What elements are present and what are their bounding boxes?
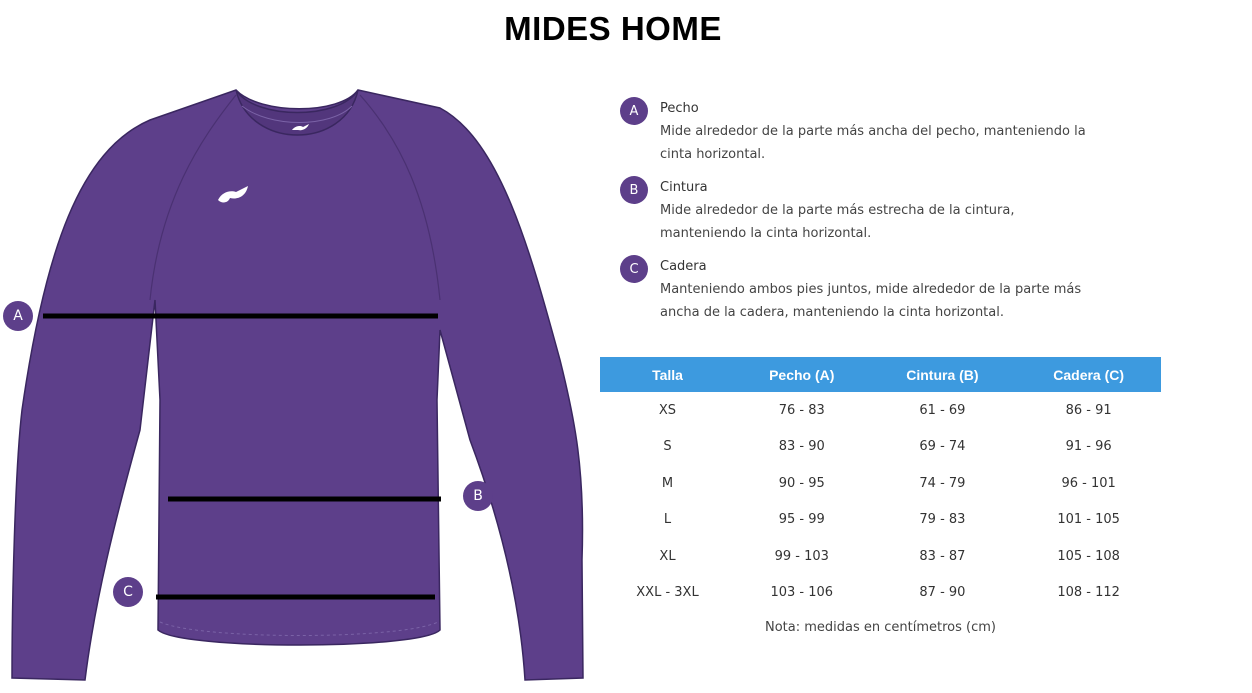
legend-title-pecho: Pecho <box>660 101 699 116</box>
cell-cintura: 69 - 74 <box>919 439 966 455</box>
cell-talla: L <box>663 512 672 528</box>
measurement-legend <box>620 97 1100 334</box>
cell-talla: S <box>663 439 672 455</box>
cell-talla: XXL - 3XL <box>636 585 699 601</box>
cell-cintura: 83 - 87 <box>919 548 966 564</box>
legend-title-cadera: Cadera <box>660 259 707 274</box>
table-note: Nota: medidas en centímetros (cm) <box>765 620 996 635</box>
legend-title-cintura: Cintura <box>660 180 708 195</box>
page-title: MIDES HOME <box>504 10 722 47</box>
table-row <box>600 502 1161 539</box>
legend-item-cintura <box>620 176 1100 245</box>
legend-marker-b: B <box>620 176 648 204</box>
legend-marker-c: C <box>620 255 648 283</box>
size-table <box>600 357 1161 611</box>
header-talla: Talla <box>600 357 735 392</box>
table-row <box>600 429 1161 466</box>
shirt-body <box>12 90 583 680</box>
cell-cadera: 101 - 105 <box>1057 512 1120 528</box>
table-header-row <box>600 357 1161 392</box>
cell-talla: XL <box>659 548 676 564</box>
table-row <box>600 575 1161 612</box>
cell-pecho: 83 - 90 <box>778 439 825 455</box>
marker-a: A <box>3 301 33 331</box>
cell-cintura: 74 - 79 <box>919 475 966 491</box>
cell-cadera: 86 - 91 <box>1065 402 1112 418</box>
table-row <box>600 538 1161 575</box>
cell-cadera: 91 - 96 <box>1065 439 1112 455</box>
shirt-illustration <box>0 0 600 693</box>
table-row <box>600 392 1161 429</box>
cell-cintura: 61 - 69 <box>919 402 966 418</box>
legend-item-cadera <box>620 255 1100 324</box>
cell-pecho: 99 - 103 <box>774 548 829 564</box>
table-row <box>600 465 1161 502</box>
legend-marker-a: A <box>620 97 648 125</box>
header-cadera: Cadera (C) <box>1016 357 1161 392</box>
cell-pecho: 95 - 99 <box>778 512 825 528</box>
cell-cadera: 108 - 112 <box>1057 585 1120 601</box>
legend-item-pecho <box>620 97 1100 166</box>
header-cintura: Cintura (B) <box>869 357 1017 392</box>
marker-b: B <box>463 481 493 511</box>
marker-c: C <box>113 577 143 607</box>
legend-desc-pecho: Mide alrededor de la parte más ancha del pecho, manteniendo la cinta horizontal. <box>660 124 1086 162</box>
legend-desc-cintura: Mide alrededor de la parte más estrecha de la cintura, manteniendo la cinta horizontal. <box>660 203 1015 241</box>
cell-cadera: 105 - 108 <box>1057 548 1120 564</box>
cell-pecho: 76 - 83 <box>778 402 825 418</box>
cell-talla: XS <box>658 402 677 418</box>
cell-cintura: 87 - 90 <box>919 585 966 601</box>
legend-desc-cadera: Manteniendo ambos pies juntos, mide alrededor de la parte más ancha de la cadera, manteniendo la cinta horizontal. <box>660 282 1082 320</box>
cell-cadera: 96 - 101 <box>1061 475 1116 491</box>
cell-pecho: 90 - 95 <box>778 475 825 491</box>
cell-talla: M <box>661 475 674 491</box>
cell-cintura: 79 - 83 <box>919 512 966 528</box>
header-pecho: Pecho (A) <box>735 357 869 392</box>
cell-pecho: 103 - 106 <box>770 585 834 601</box>
